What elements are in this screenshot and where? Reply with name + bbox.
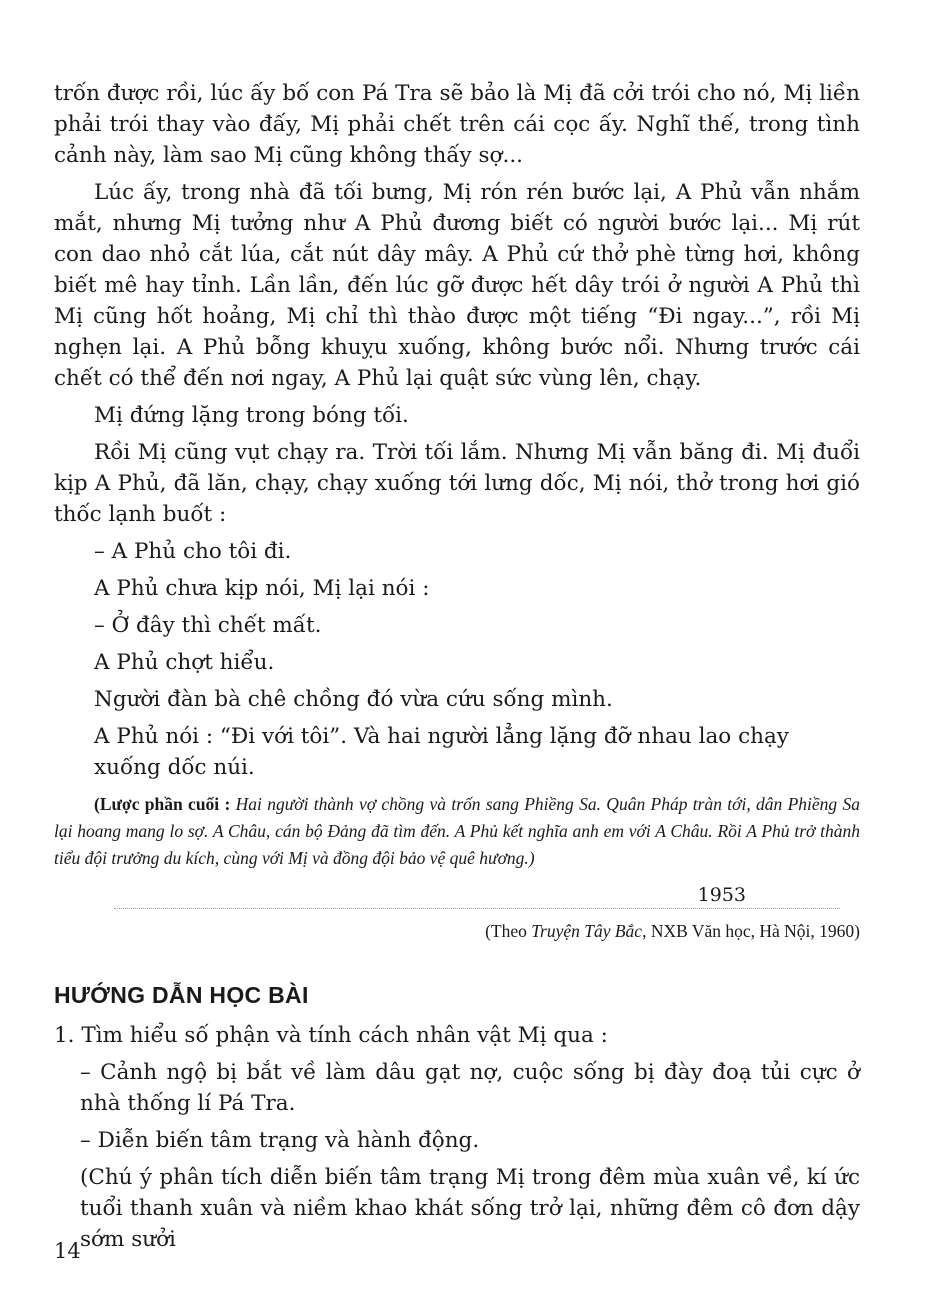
story-paragraph-1: trốn được rồi, lúc ấy bố con Pá Tra sẽ bảo là Mị đã cởi trói cho nó, Mị liền phải trói thay vào đấy, Mị phải chết trên cái cọc ấy. Nghĩ thế, trong tình cảnh này, làm sao Mị cũng không thấy sợ... xyxy=(54,81,860,168)
omitted-ending-note xyxy=(54,791,860,872)
source-suffix: , NXB Văn học, Hà Nội, 1960) xyxy=(642,921,860,941)
question-1-note: (Chú ý phân tích diễn biến tâm trạng Mị trong đêm mùa xuân về, kí ức tuổi thanh xuân và niềm khao khát sống trở lại, những đêm cô đơn dậy sớm sưởi xyxy=(80,1165,860,1252)
note-text: Hai người thành vợ chồng và trốn sang Phiềng Sa. Quân Pháp tràn tới, dân Phiềng Sa lại hoang mang lo sợ. A Châu, cán bộ Đảng đã tìm đến. A Phủ kết nghĩa anh em với A Châu. Rồi A Phủ trở thành tiểu đội trưởng du kích, cùng với Mị và đồng đội bảo vệ quê hương.) xyxy=(54,794,860,868)
dialog-line-1: – A Phủ cho tôi đi. xyxy=(94,539,292,564)
story-paragraph-4: Rồi Mị cũng vụt chạy ra. Trời tối lắm. Nhưng Mị vẫn băng đi. Mị đuổi kịp A Phủ, đã lăn, chạy, chạy xuống tới lưng dốc, Mị nói, thở trong hơi gió thốc lạnh buốt : xyxy=(54,440,860,527)
story-paragraph-3: Mị đứng lặng trong bóng tối. xyxy=(94,403,409,428)
dialog-line-4: A Phủ chợt hiểu. xyxy=(94,650,275,675)
page-number: 14 xyxy=(54,1239,81,1263)
story-paragraph-2: Lúc ấy, trong nhà đã tối bưng, Mị rón rén bước lại, A Phủ vẫn nhắm mắt, nhưng Mị tưởng như A Phủ đương biết có người bước lại... Mị rút con dao nhỏ cắt lúa, cắt nút dây mây. A Phủ cứ thở phè từng hơi, không biết mê hay tỉnh. Lần lần, đến lúc gỡ được hết dây trói ở người A Phủ thì Mị cũng hốt hoảng, Mị chỉ thì thào được một tiếng “Đi ngay...”, rồi Mị nghẹn lại. A Phủ bỗng khuỵu xuống, không bước nổi. Nhưng trước cái chết có thể đến nơi ngay, A Phủ lại quật sức vùng lên, chạy. xyxy=(54,180,860,391)
year-row xyxy=(54,880,860,910)
question-1-item-b: – Diễn biến tâm trạng và hành động. xyxy=(80,1128,480,1153)
page-body xyxy=(54,78,860,1255)
note-lead: (Lược phần cuối : xyxy=(94,794,231,814)
source-title: Truyện Tây Bắc xyxy=(531,921,643,941)
study-guide-title: HƯỚNG DẪN HỌC BÀI xyxy=(54,982,309,1008)
question-1-item-a: – Cảnh ngộ bị bắt về làm dâu gạt nợ, cuộc sống bị đày đoạ tủi cực ở nhà thống lí Pá Tra. xyxy=(80,1060,860,1116)
question-1: 1. Tìm hiểu số phận và tính cách nhân vật Mị qua : xyxy=(54,1023,608,1048)
dialog-line-6: A Phủ nói : “Đi với tôi”. Và hai người lẳng lặng đỡ nhau lao chạy xuống dốc núi. xyxy=(94,724,789,780)
dialog-line-2: A Phủ chưa kịp nói, Mị lại nói : xyxy=(94,576,430,601)
source-citation xyxy=(54,918,860,944)
composition-year: 1953 xyxy=(697,884,746,906)
source-prefix: (Theo xyxy=(485,921,532,941)
dotted-divider xyxy=(114,908,840,909)
dialog-line-5: Người đàn bà chê chồng đó vừa cứu sống mình. xyxy=(94,687,613,712)
dialog-line-3: – Ở đây thì chết mất. xyxy=(94,613,322,638)
